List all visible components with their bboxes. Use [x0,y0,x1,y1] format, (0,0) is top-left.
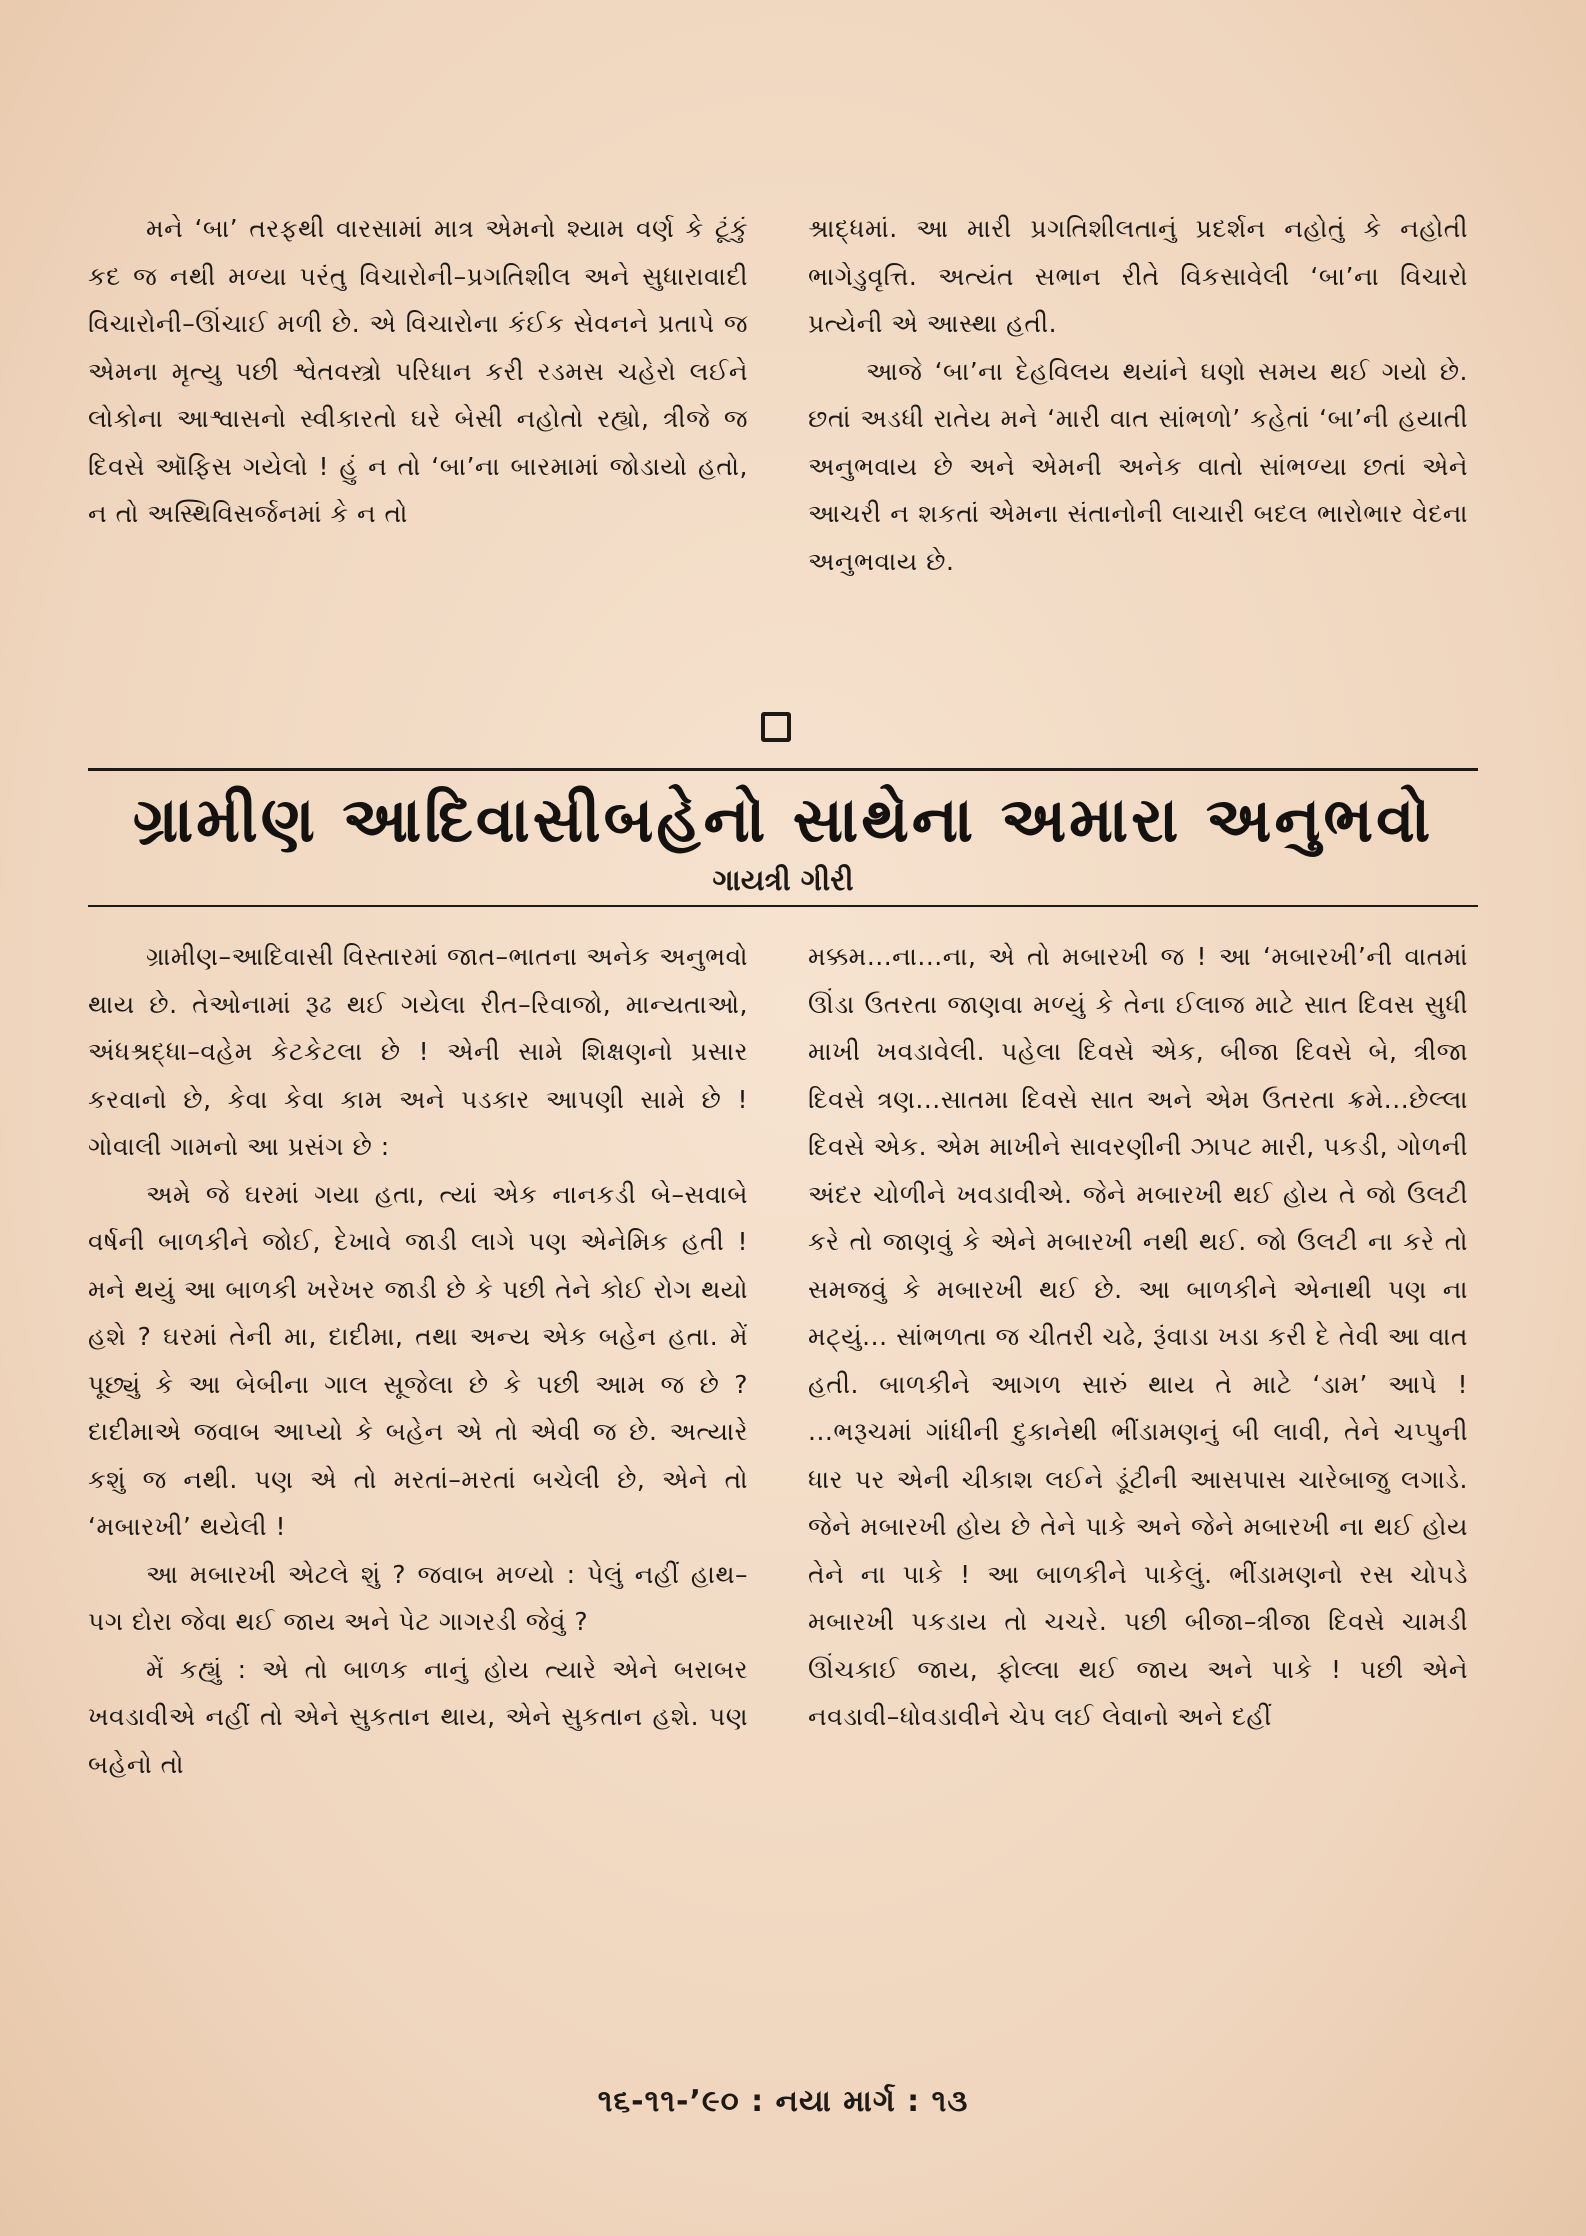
previous-article-right-column [808,205,1468,585]
page-footer: ૧૬-૧૧-’૯૦ : નયા માર્ગ : ૧૩ [597,2084,969,2119]
article-left-column [88,933,748,1788]
paragraph: મને ‘બા’ તરફથી વારસામાં માત્ર એમનો શ્યામ વર્ણ કે ટૂંકું કદ જ નથી મળ્યા પરંતુ વિચારોની–પ્રગતિશીલ અને સુધારાવાદી વિચારોની–ઊંચાઈ મળી છે. એ વિચારોના કંઈક સેવનને પ્રતાપે જ એમના મૃત્યુ પછી શ્વેતવસ્ત્રો પરિધાન કરી રડમસ ચહેરો લઈને લોકોના આશ્વાસનો સ્વીકારતો ઘરે બેસી નહોતો રહ્યો, ત્રીજે જ દિવસે ઑફિસ ગયેલો ! હું ન તો ‘બા’ના બારમામાં જોડાયો હતો, ન તો અસ્થિવિસર્જનમાં કે ન તો [88,214,748,528]
paragraph: મેં કહ્યું : એ તો બાળક નાનું હોય ત્યારે એને બરાબર ખવડાવીએ નહીં તો એને સુકતાન થાય, એને સુકતાન હશે. પણ બહેનો તો [88,1654,748,1779]
article-right-column [808,933,1468,1741]
title-top-rule [88,768,1478,771]
paragraph: મક્કમ...ના...ના, એ તો મબારખી જ ! આ ‘મબારખી’ની વાતમાં ઊંડા ઉતરતા જાણવા મળ્યું કે તેના ઈલાજ માટે સાત દિવસ સુધી માખી ખવડાવેલી. પહેલા દિવસે એક, બીજા દિવસે બે, ત્રીજા દિવસે ત્રણ...સાતમા દિવસે સાત અને એમ ઉતરતા ક્રમે...છેલ્લા દિવસે એક. એમ માખીને સાવરણીની ઝાપટ મારી, પકડી, ગોળની અંદર ચોળીને ખવડાવીએ. જેને મબારખી થઈ હોય તે જો ઉલટી કરે તો જાણવું કે એને મબારખી નથી થઈ. જો ઉલટી ના કરે તો સમજવું કે મબારખી થઈ છે. આ બાળકીને એનાથી પણ ના મટ્યું... સાંભળતા જ ચીતરી ચઢે, રૂંવાડા ખડા કરી દે તેવી આ વાત હતી. બાળકીને આગળ સારું થાય તે માટે ‘ડામ’ આપે ! ...ભરૂચમાં ગાંધીની દુકાનેથી ભીંડામણનું બી લાવી, તેને ચપ્પુની ધાર પર એની ચીકાશ લઈને ડૂંટીની આસપાસ ચારેબાજુ લગાડે. જેને મબારખી હોય છે તેને પાકે અને જેને મબારખી ના થઈ હોય તેને ના પાકે ! આ બાળકીને પાકેલું. ભીંડામણનો રસ ચોપડે મબારખી પકડાય તો ચચરે. પછી બીજા–ત્રીજા દિવસે ચામડી ઊંચકાઈ જાય, ફોલ્લા થઈ જાય અને પાકે ! પછી એને નવડાવી–ધોવડાવીને ચેપ લઈ લેવાનો અને દહીં [808,942,1468,1731]
title-bottom-rule [88,905,1478,907]
paragraph: શ્રાદ્ધમાં. આ મારી પ્રગતિશીલતાનું પ્રદર્શન નહોતું કે નહોતી ભાગેડુવૃત્તિ. અત્યંત સભાન રીતે વિકસાવેલી ‘બા’ના વિચારો પ્રત્યેની એ આસ્થા હતી. [808,214,1468,338]
previous-article-left-column [88,205,748,538]
paragraph: ગ્રામીણ–આદિવાસી વિસ્તારમાં જાત–ભાતના અનેક અનુભવો થાય છે. તેઓનામાં રૂઢ થઈ ગયેલા રીત–રિવાજો, માન્યતાઓ, અંધશ્રદ્ધા–વહેમ કેટકેટલા છે ! એની સામે શિક્ષણનો પ્રસાર કરવાનો છે, કેવા કેવા કામ અને પડકાર આપણી સામે છે ! ગોવાલી ગામનો આ પ્રસંગ છે : [88,942,748,1161]
paragraph: આ મબારખી એટલે શું ? જવાબ મળ્યો : પેલું નહીં હાથ–પગ દોરા જેવા થઈ જાય અને પેટ ગાગરડી જેવું ? [88,1559,748,1636]
paragraph: આજે ‘બા’ના દેહવિલય થયાંને ઘણો સમય થઈ ગયો છે. છતાં અડધી રાતેય મને ‘મારી વાત સાંભળો’ કહેતાં ‘બા’ની હયાતી અનુભવાય છે અને એમની અનેક વાતો સાંભળ્યા છતાં એને આચરી ન શકતાં એમના સંતાનોની લાચારી બદલ ભારોભાર વેદના અનુભવાય છે. [808,356,1468,576]
article-title: ગ્રામીણ આદિવાસીબહેનો સાથેના અમારા અનુભવો [132,783,1434,856]
article-author: ગાયત્રી ગીરી [712,863,854,897]
end-of-article-square-icon [761,712,791,742]
paragraph: અમે જે ઘરમાં ગયા હતા, ત્યાં એક નાનકડી બે–સવાબે વર્ષની બાળકીને જોઈ, દેખાવે જાડી લાગે પણ એનેમિક હતી ! મને થયું આ બાળકી ખરેખર જાડી છે કે પછી તેને કોઈ રોગ થયો હશે ? ઘરમાં તેની મા, દાદીમા, તથા અન્ય એક બહેન હતા. મેં પૂછ્યું કે આ બેબીના ગાલ સૂજેલા છે કે પછી આમ જ છે ? દાદીમાએ જવાબ આપ્યો કે બહેન એ તો એવી જ છે. અત્યારે કશું જ નથી. પણ એ તો મરતાં–મરતાં બચેલી છે, એને તો ‘મબારખી’ થયેલી ! [88,1179,748,1541]
